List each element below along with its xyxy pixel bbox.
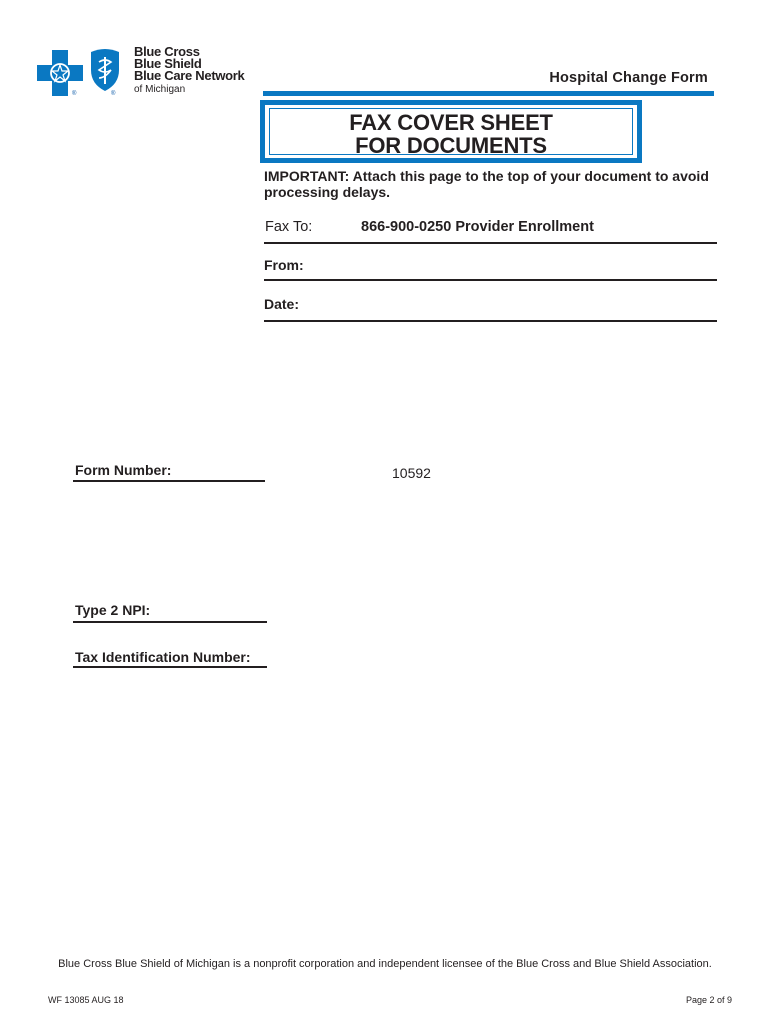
logo-line-2: Blue Shield	[134, 56, 202, 71]
page-number: Page 2 of 9	[685, 995, 732, 1005]
logo-line-3: Blue Care Network	[134, 68, 245, 83]
logo-wordmark	[134, 46, 245, 82]
from-label: From:	[264, 257, 304, 273]
tax-id-underline	[73, 666, 267, 668]
registered-mark: ®	[72, 91, 77, 97]
form-title: Hospital Change Form	[549, 70, 708, 86]
logo-subtitle: of Michigan	[134, 84, 186, 95]
important-note: IMPORTANT: Attach this page to the top of your document to avoid processing delays.	[264, 168, 709, 200]
blue-cross-logo-icon	[37, 50, 83, 96]
npi-label: Type 2 NPI:	[75, 602, 151, 618]
form-number-label: Form Number:	[75, 462, 172, 478]
from-field-line[interactable]	[264, 279, 717, 281]
fax-to-value: 866-900-0250 Provider Enrollment	[361, 219, 594, 235]
footer-note: Blue Cross Blue Shield of Michigan is a nonprofit corporation and independent licensee of the Blue Cross and Blue Shield Association.	[58, 958, 712, 970]
form-code: WF 13085 AUG 18	[48, 995, 124, 1005]
registered-mark: ®	[111, 91, 116, 97]
npi-underline	[73, 621, 267, 623]
form-number-value: 10592	[392, 465, 431, 481]
fax-to-underline	[264, 242, 717, 244]
title-line-1: FAX COVER SHEET	[349, 110, 553, 135]
blue-shield-logo-icon	[89, 48, 121, 92]
header-divider	[263, 91, 714, 96]
logo-line-1: Blue Cross	[134, 44, 200, 59]
fax-to-label: Fax To:	[265, 219, 313, 235]
title-box	[260, 100, 642, 163]
form-number-underline	[73, 480, 265, 482]
tax-id-label: Tax Identification Number:	[75, 649, 251, 665]
title-line-2: FOR DOCUMENTS	[355, 133, 547, 158]
date-field-line[interactable]	[264, 320, 717, 322]
date-label: Date:	[264, 296, 300, 312]
